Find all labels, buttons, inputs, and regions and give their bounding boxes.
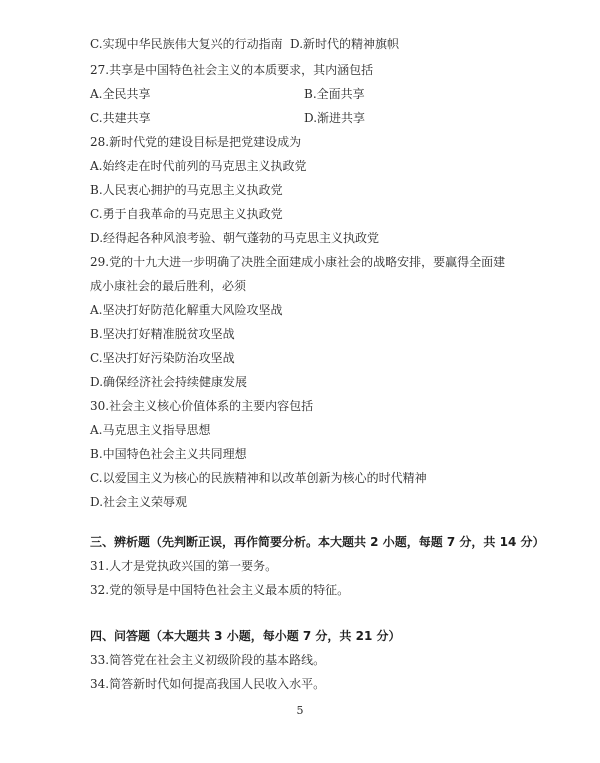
question-30: 30.社会主义核心价值体系的主要内容包括 xyxy=(90,399,314,413)
option-b-q29: B.坚决打好精准脱贫攻坚战 xyxy=(90,327,235,341)
option-d-q26: D.新时代的精神旗帜 xyxy=(290,37,400,51)
option-d-q28: D.经得起各种风浪考验、朝气蓬勃的马克思主义执政党 xyxy=(90,231,380,245)
question-29: 29.党的十九大进一步明确了决胜全面建成小康社会的战略安排，要赢得全面建成小康社会的最后胜利，必须 xyxy=(90,255,506,293)
option-a-q30: A.马克思主义指导思想 xyxy=(90,423,211,437)
option-c-q27: C.共建共享 xyxy=(90,111,151,125)
option-b-q27: B.全面共享 xyxy=(304,87,365,101)
option-d-q29: D.确保经济社会持续健康发展 xyxy=(90,375,248,389)
option-d-q30: D.社会主义荣辱观 xyxy=(90,495,188,509)
question-34: 34.简答新时代如何提高我国人民收入水平。 xyxy=(90,677,326,691)
option-d-q27: D.渐进共享 xyxy=(304,111,366,125)
option-b-q28: B.人民衷心拥护的马克思主义执政党 xyxy=(90,183,283,197)
question-31: 31.人才是党执政兴国的第一要务。 xyxy=(90,559,278,573)
option-b-q30: B.中国特色社会主义共同理想 xyxy=(90,447,247,461)
option-c-q26: C.实现中华民族伟大复兴的行动指南 xyxy=(90,37,283,51)
option-c-q28: C.勇于自我革命的马克思主义执政党 xyxy=(90,207,283,221)
question-33: 33.简答党在社会主义初级阶段的基本路线。 xyxy=(90,653,326,667)
option-a-q29: A.坚决打好防范化解重大风险攻坚战 xyxy=(90,303,283,317)
question-27: 27.共享是中国特色社会主义的本质要求，其内涵包括 xyxy=(90,63,374,77)
section-heading-4: 四、问答题（本大题共 3 小题，每小题 7 分，共 21 分） xyxy=(90,629,401,643)
option-a-q27: A.全民共享 xyxy=(90,87,151,101)
option-a-q28: A.始终走在时代前列的马克思主义执政党 xyxy=(90,159,307,173)
option-c-q30: C.以爱国主义为核心的民族精神和以改革创新为核心的时代精神 xyxy=(90,471,427,485)
page-number: 5 xyxy=(296,704,304,717)
option-c-q29: C.坚决打好污染防治攻坚战 xyxy=(90,351,235,365)
question-28: 28.新时代党的建设目标是把党建设成为 xyxy=(90,135,302,149)
section-heading-3: 三、辨析题（先判断正误，再作简要分析。本大题共 2 小题，每题 7 分，共 14 分） xyxy=(90,535,545,549)
question-32: 32.党的领导是中国特色社会主义最本质的特征。 xyxy=(90,583,350,597)
